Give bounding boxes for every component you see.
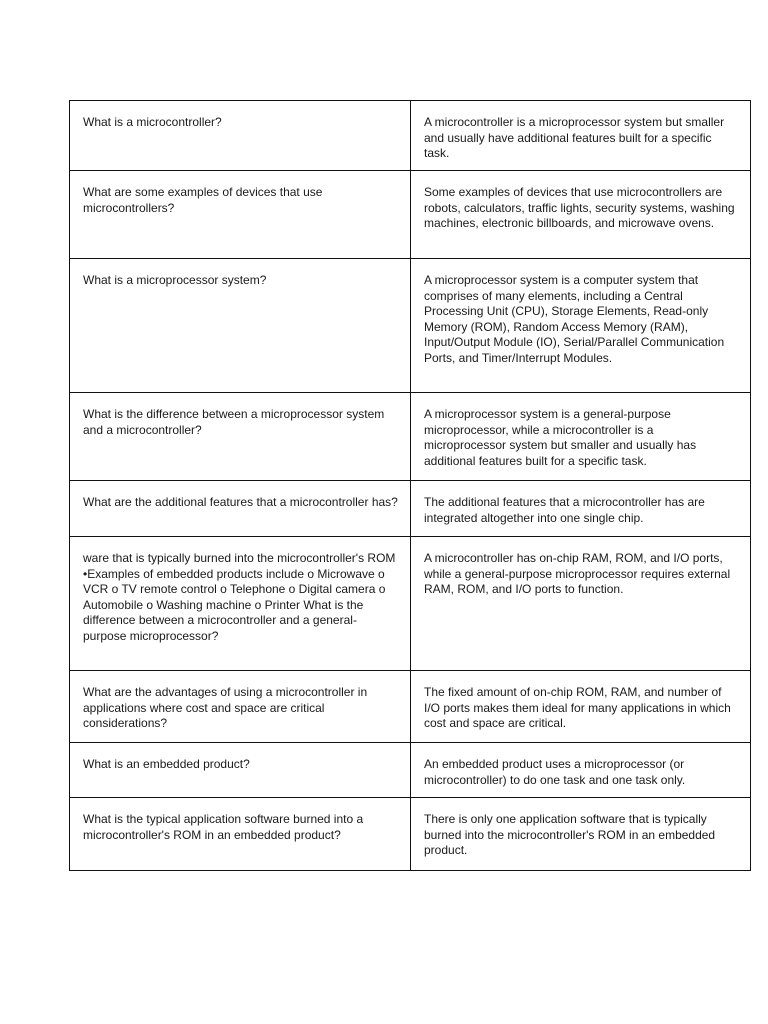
table-row (70, 481, 751, 537)
answer-cell: A microcontroller has on-chip RAM, ROM, and I/O ports, while a general-purpose microprocessor requires external RAM, ROM, and I/O ports to function. (411, 537, 751, 671)
table-row (70, 393, 751, 481)
answer-cell: The additional features that a microcontroller has are integrated altogether into one single chip. (411, 481, 751, 537)
answer-cell: A microprocessor system is a general-purpose microprocessor, while a microcontroller is a microprocessor system but smaller and usually has additional features built for a specific task. (411, 393, 751, 481)
question-cell: What are the additional features that a microcontroller has? (70, 481, 411, 537)
question-cell: ware that is typically burned into the microcontroller's ROM •Examples of embedded products include o Microwave o VCR o TV remote control o Telephone o Digital camera o Automobile o Washing machine o Printer What is the difference between a microcontroller and a general-purpose microprocessor? (70, 537, 411, 671)
question-cell: What is an embedded product? (70, 743, 411, 798)
table-row (70, 259, 751, 393)
table-row (70, 101, 751, 171)
question-cell: What are some examples of devices that use microcontrollers? (70, 171, 411, 259)
answer-cell: Some examples of devices that use microcontrollers are robots, calculators, traffic lights, security systems, washing machines, electronic billboards, and microwave ovens. (411, 171, 751, 259)
answer-cell: A microprocessor system is a computer system that comprises of many elements, including a Central Processing Unit (CPU), Storage Elements, Read-only Memory (ROM), Random Access Memory (RAM), Input/Output Module (IO), Serial/Parallel Communication Ports, and Timer/Interrupt Modules. (411, 259, 751, 393)
question-cell: What is a microprocessor system? (70, 259, 411, 393)
flashcard-table (69, 100, 751, 871)
table-row (70, 671, 751, 743)
question-cell: What is the difference between a microprocessor system and a microcontroller? (70, 393, 411, 481)
table-row (70, 798, 751, 871)
answer-cell: The fixed amount of on-chip ROM, RAM, and number of I/O ports makes them ideal for many applications in which cost and space are critical. (411, 671, 751, 743)
table-row (70, 537, 751, 671)
answer-cell: A microcontroller is a microprocessor system but smaller and usually have additional features built for a specific task. (411, 101, 751, 171)
table-row (70, 171, 751, 259)
answer-cell: An embedded product uses a microprocessor (or microcontroller) to do one task and one task only. (411, 743, 751, 798)
question-cell: What is a microcontroller? (70, 101, 411, 171)
question-cell: What are the advantages of using a microcontroller in applications where cost and space are critical considerations? (70, 671, 411, 743)
table-row (70, 743, 751, 798)
question-cell: What is the typical application software burned into a microcontroller's ROM in an embedded product? (70, 798, 411, 871)
answer-cell: There is only one application software that is typically burned into the microcontroller's ROM in an embedded product. (411, 798, 751, 871)
